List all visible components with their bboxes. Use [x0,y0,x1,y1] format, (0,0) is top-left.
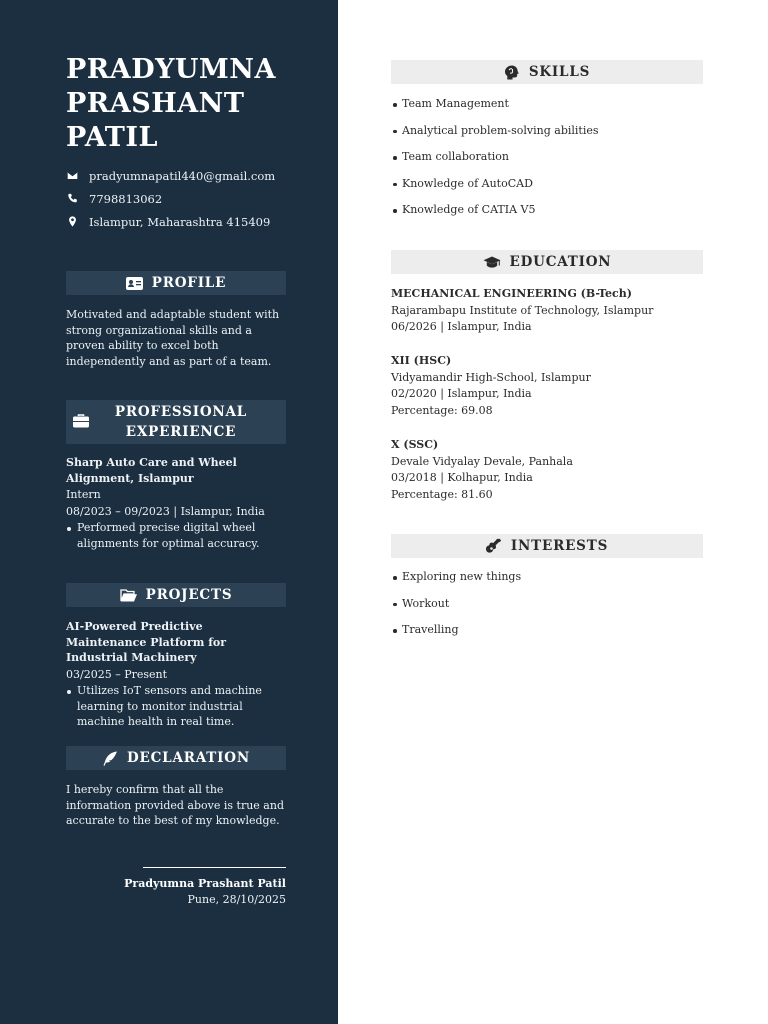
skills-heading-label: SKILLS [528,64,591,80]
experience-heading [66,400,286,444]
interest-item: Exploring new things [391,569,711,596]
profile-heading-label: PROFILE [151,275,227,291]
phone-icon [66,193,78,205]
map-pin-icon [66,216,78,228]
email-text: pradyumnapatil440@gmail.com [89,168,276,183]
interests-heading [391,534,703,558]
education-score: Percentage: 69.08 [391,403,493,417]
education-title: MECHANICAL ENGINEERING (B-Tech) [391,287,632,300]
experience-heading-label [105,402,247,442]
skill-item: Knowledge of CATIA V5 [391,202,711,229]
education-entry [391,353,711,419]
contact-email[interactable] [66,164,275,187]
folder-open-icon [120,589,137,602]
experience-bullet: Performed precise digital wheel alignments for optimal accuracy. [66,520,286,551]
education-heading [391,250,703,274]
declaration-heading [66,746,286,770]
experience-heading-line1: PROFESSIONAL [114,404,248,420]
education-score: Percentage: 81.60 [391,487,493,501]
education-dates: 06/2026 | Islampur, India [391,320,532,333]
guitar-icon [486,538,502,554]
project-title: AI-Powered Predictive Maintenance Platform for Industrial Machinery [66,620,227,664]
education-entry [391,437,711,503]
declaration-heading-label: DECLARATION [127,750,250,766]
education-entry [391,286,711,336]
skill-item: Team Management [391,96,711,123]
education-dates: 03/2018 | Kolhapur, India [391,471,533,484]
id-card-icon [126,277,143,290]
graduation-cap-icon [483,256,501,269]
sidebar [0,0,338,1024]
experience-role: Intern [66,488,101,501]
contact-address [66,210,275,233]
interests-list [391,569,711,649]
experience-heading-line2: EXPERIENCE [125,424,237,440]
skills-heading [391,60,703,84]
interest-item: Travelling [391,622,711,649]
education-institution: Rajarambapu Institute of Technology, Islampur [391,303,654,317]
signature-place-date: Pune, 28/10/2025 [187,892,286,906]
name-line-last: PATIL [66,122,159,153]
signature-block [124,876,286,907]
signature-line [143,867,286,868]
interests-heading-label: INTERESTS [510,538,609,554]
projects-heading [66,583,286,607]
declaration-text: I hereby confirm that all the information provided above is true and accurate to the best of my knowledge. [66,783,284,827]
experience-company: Sharp Auto Care and Wheel Alignment, Islampur [66,456,237,485]
skills-list [391,96,711,229]
education-dates: 02/2020 | Islampur, India [391,387,532,400]
projects-heading-label: PROJECTS [145,587,233,603]
interest-item: Workout [391,596,711,623]
education-heading-label: EDUCATION [509,254,612,270]
name-line-middle: PRASHANT [66,88,245,119]
main-content [338,0,768,1024]
profile-text: Motivated and adaptable student with strong organizational skills and a proven ability to excel both independently and as part of a team. [66,308,280,368]
address-text: Islampur, Maharashtra 415409 [89,214,271,229]
project-dates: 03/2025 – Present [66,667,168,681]
signature-name: Pradyumna Prashant Patil [124,877,286,890]
skill-item: Knowledge of AutoCAD [391,176,711,203]
envelope-icon [66,170,78,182]
candidate-name [66,53,316,155]
contact-phone[interactable] [66,187,275,210]
skill-item: Team collaboration [391,149,711,176]
briefcase-icon [73,414,89,428]
education-title: XII (HSC) [391,354,452,367]
project-bullet: Utilizes IoT sensors and machine learning to monitor industrial machine health in real time. [66,683,286,730]
education-institution: Vidyamandir High-School, Islampur [391,370,591,384]
experience-entry [66,455,286,551]
brain-icon [504,65,520,80]
education-title: X (SSC) [391,438,439,451]
feather-pen-icon [102,751,118,766]
project-entry [66,619,286,730]
phone-text: 7798813062 [89,191,163,206]
skill-item: Analytical problem-solving abilities [391,123,711,150]
name-line-first: PRADYUMNA [66,54,276,85]
experience-dates: 08/2023 – 09/2023 | Islampur, India [66,504,265,518]
profile-heading [66,271,286,295]
contact-info [66,164,275,233]
education-institution: Devale Vidyalay Devale, Panhala [391,454,573,468]
